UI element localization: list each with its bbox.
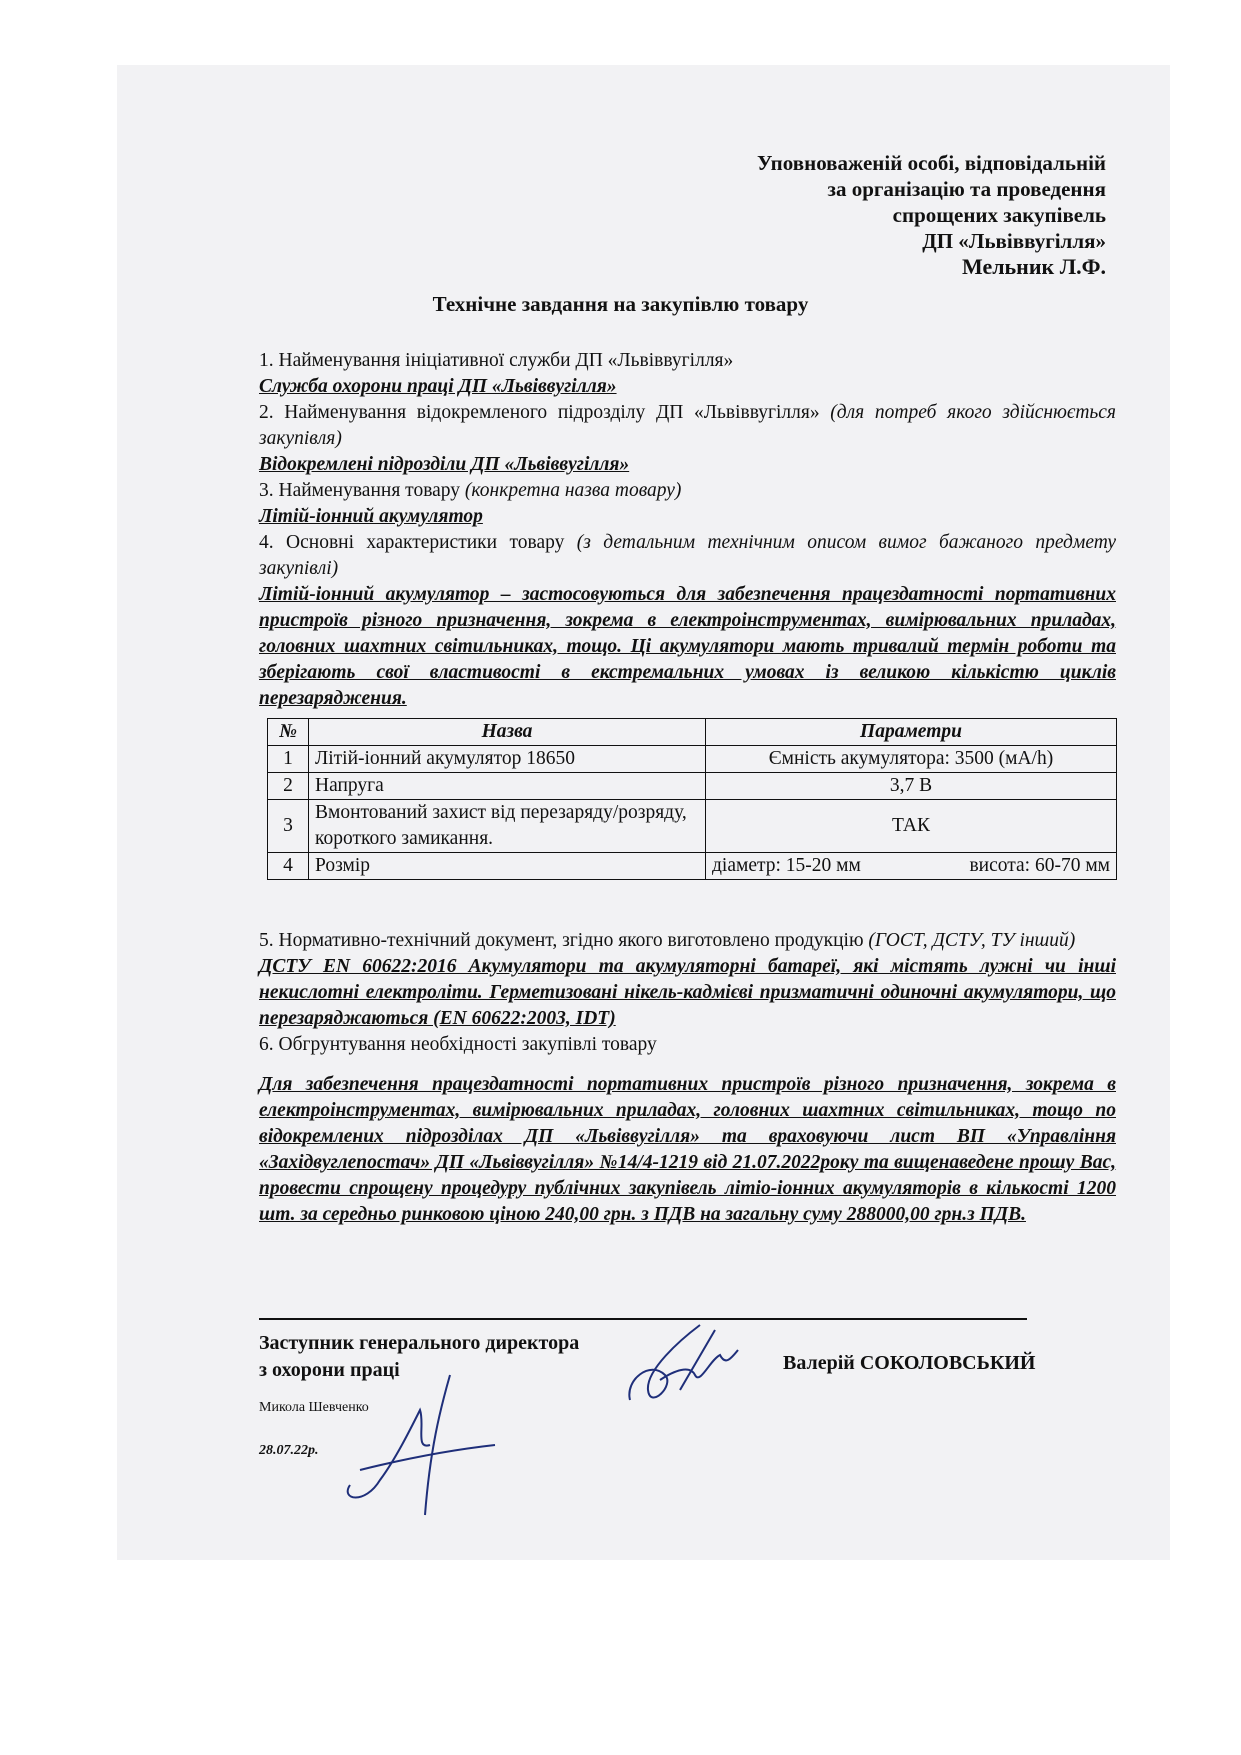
row-number: 4 [268,853,309,880]
row-param: 3,7 В [706,773,1117,800]
handwritten-initials [330,1370,500,1520]
document-body [259,348,1116,712]
row-number: 2 [268,773,309,800]
row-param: ТАК [706,800,1117,853]
diameter-param: діаметр: 15-20 мм [712,855,861,876]
section-4-hint: (з детальним технічним описом вимог бажаного предмету закупівлі) [259,532,1116,579]
row-name: Напруга [309,773,706,800]
addressee-line: спрощених закупівель [892,203,1106,227]
section-5-label-text: 5. Нормативно-технічний документ, згідно якого виготовлено продукцію [259,930,864,951]
signatory-name: Валерій СОКОЛОВСЬКИЙ [783,1352,1036,1374]
addressee-block [757,150,1106,280]
handwritten-signature [620,1320,790,1420]
document-title: Технічне завдання на закупівлю товару [432,292,809,316]
table-header: № [268,719,309,746]
section-4-label-text: 4. Основні характеристики товару [259,532,565,553]
table-row [268,800,1117,853]
section-2-value: Відокремлені підрозділи ДП «Львіввугілля» [259,454,630,475]
document-date: 28.07.22р. [259,1443,319,1458]
table-header: Параметри [706,719,1117,746]
row-name: Вмонтований захист від перезаряду/розряду, короткого замикання. [309,800,706,853]
table-row [268,853,1117,880]
row-param: Ємність акумулятора: 3500 (мА/h) [706,746,1117,773]
row-name: Розмір [309,853,706,880]
row-number: 3 [268,800,309,853]
section-1-value: Служба охорони праці ДП «Львіввугілля» [259,376,617,397]
table-header-row [268,719,1117,746]
section-1-label: 1. Найменування ініціативної служби ДП «Львіввугілля» [259,350,734,371]
table-header: Назва [309,719,706,746]
document-body-continued [259,928,1116,1228]
section-2-hint: (для потреб якого здійснюється закупівля) [259,402,1116,449]
addressee-line: ДП «Львіввугілля» [922,229,1106,253]
section-6-value: Для забезпечення працездатності портативних пристроїв різного призначення, зокрема в електроінструментах, вимірювальних приладах, головних шахтних світильниках, тощо по відокремлених підрозділах ДП «Львіввугілля» та враховуючи лист ВП «Управління «Західвуглепостач» ДП «Львіввугілля» №14/4-1219 від 21.07.2022року та вищенаведене прошу Вас, провести спрощену процедуру публічних закупівель літіо-іонних акумуляторів в кількості 1200 шт. за середньо ринковою ціною 240,00 грн. з ПДВ на загальну суму 288000,00 грн.з ПДВ. [259,1074,1116,1225]
addressee-line: за організацію та проведення [827,177,1106,201]
spec-table [267,718,1117,880]
height-param: висота: 60-70 мм [969,855,1110,876]
addressee-line: Уповноваженій особі, відповідальній [756,151,1106,175]
position-line: Заступник генерального директора [259,1332,580,1354]
size-params [712,853,1110,879]
table-row [268,773,1117,800]
row-param [706,853,1117,880]
section-3-hint: (конкретна назва товару) [464,480,682,501]
section-3-label-text: 3. Найменування товару [259,480,461,501]
section-4-value: Літій-іонний акумулятор – застосовуються для забезпечення працездатності портативних пристроїв різного призначення, зокрема в електроінструментах, вимірювальних приладах, головних шахтних світильниках, тощо. Ці акумулятори мають тривалий термін роботи та зберігають свої властивості в екстремальних умовах із великою кількістю циклів перезаряджения. [259,584,1116,709]
section-4-label [259,530,1116,582]
section-2-label [259,400,1116,452]
table-row [268,746,1117,773]
section-3-value: Літій-іонний акумулятор [259,506,483,527]
section-5-label [259,928,1116,954]
section-2-label-text: 2. Найменування відокремленого підрозділу ДП «Львіввугілля» [259,402,820,423]
section-5-value: ДСТУ EN 60622:2016 Акумулятори та акумуляторні батареї, які містять лужні чи інші некислотні електроліти. Герметизовані нікель-кадмієві призматичні одиночні акумулятори, що перезаряджаються (EN 60622:2003, IDT) [259,956,1116,1029]
section-5-hint: (ГОСТ, ДСТУ, ТУ інший) [868,930,1076,951]
position-line: з охорони праці [259,1359,400,1381]
row-number: 1 [268,746,309,773]
section-6-label: 6. Обгрунтування необхідності закупівлі товару [259,1034,657,1055]
addressee-name: Мельник Л.Ф. [961,254,1106,279]
section-3-label [259,478,1116,504]
row-name: Літій-іонний акумулятор 18650 [309,746,706,773]
executor-name: Микола Шевченко [259,1400,369,1415]
